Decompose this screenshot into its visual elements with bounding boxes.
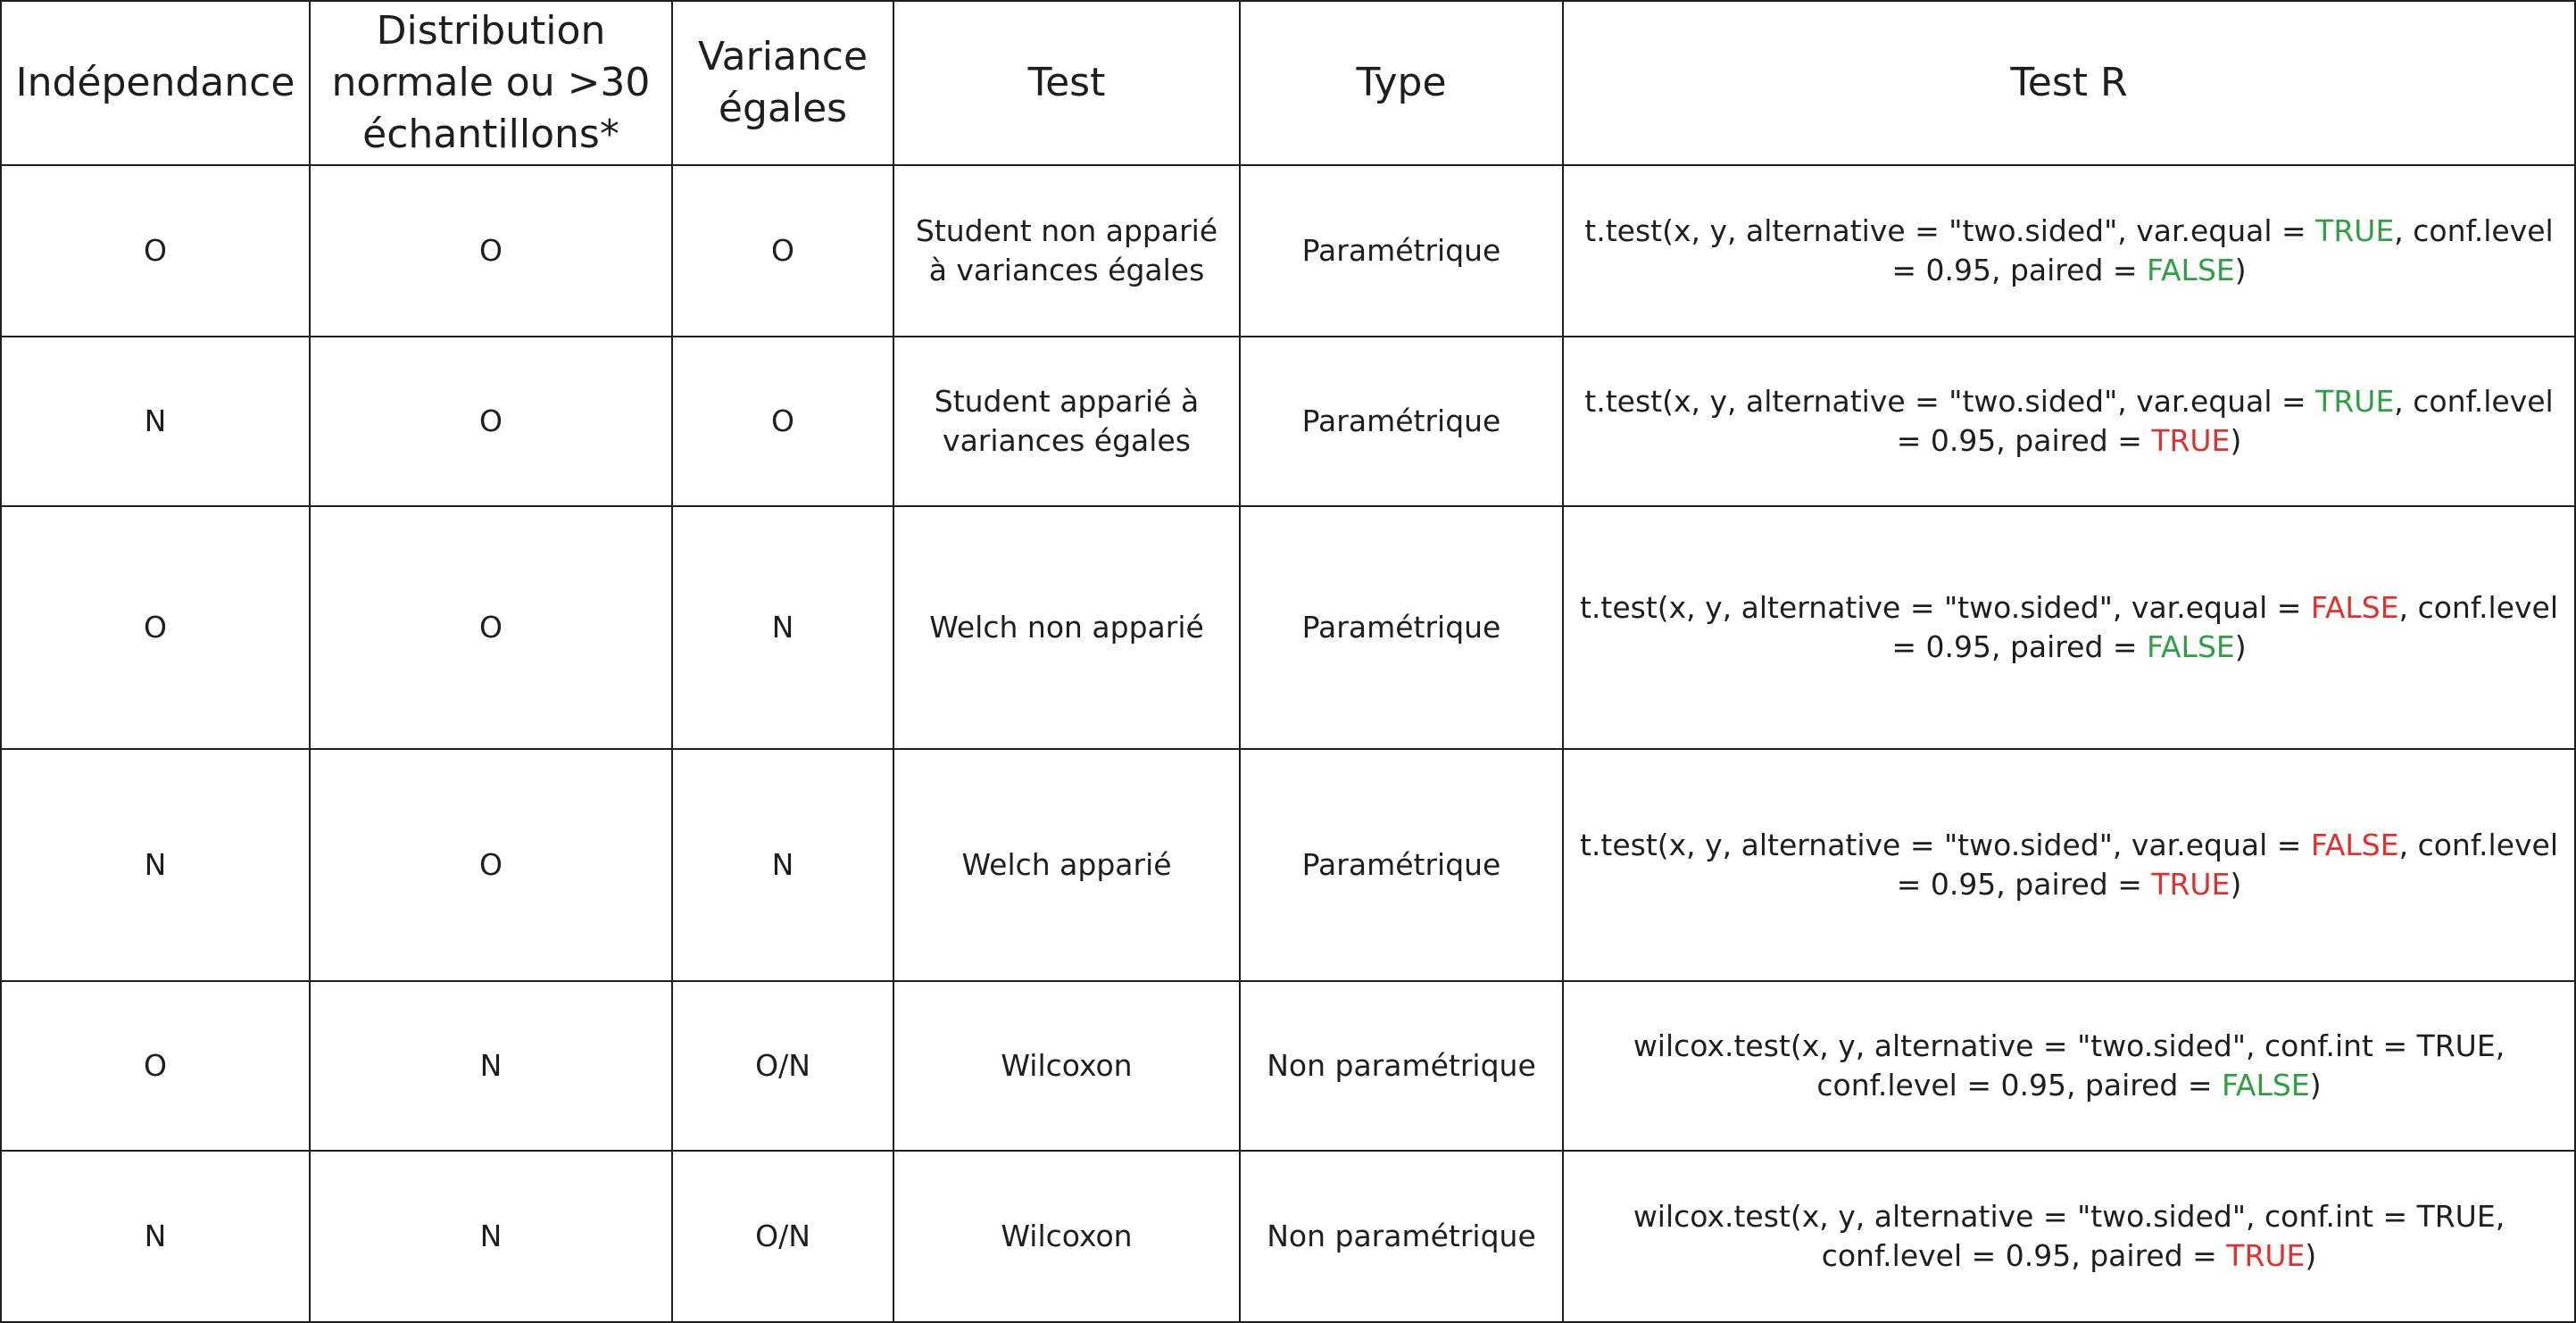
r-code-text [1575,588,2564,667]
header-test-r [1564,0,2576,166]
r-code-value-1: TRUE [2315,384,2395,419]
cell-value: N [144,1219,167,1253]
cell-variance [673,750,894,982]
cell-value: O [144,610,167,645]
cell-value: Student apparié à variances égales [934,384,1200,458]
r-code-value-1: FALSE [2310,590,2399,625]
header-variance [673,0,894,166]
cell-value: O [479,610,503,645]
r-code-value-2: TRUE [2151,867,2231,902]
r-code-value-2: FALSE [2147,629,2235,664]
r-code-pre: t.test(x, y, alternative = "two.sided", var.equal = [1584,213,2316,248]
r-code-value-2: TRUE [2226,1238,2306,1273]
cell-distribution [311,337,673,507]
cell-value: O/N [755,1048,810,1083]
cell-type [1241,1152,1564,1323]
cell-value: O/N [755,1219,810,1253]
r-code-text [1575,382,2564,461]
cell-distribution [311,507,673,750]
r-code-post: ) [2230,423,2242,458]
cell-value: O [479,233,503,268]
r-code-post: ) [2309,1068,2322,1102]
cell-value: N [479,1219,503,1253]
header-distribution [311,0,673,166]
header-test [894,0,1241,166]
header-label: Test R [2010,60,2128,105]
cell-value: Student non apparié à variances égales [915,213,1218,287]
r-code-post: ) [2230,867,2242,902]
r-code-value-2: FALSE [2221,1068,2310,1102]
cell-value: Paramétrique [1301,404,1501,438]
cell-value: Welch apparié [961,847,1172,882]
cell-distribution [311,1152,673,1323]
cell-distribution [311,750,673,982]
r-code-pre: t.test(x, y, alternative = "two.sided", var.equal = [1579,828,2311,862]
cell-type [1241,750,1564,982]
r-code-mid: , conf.level = 0.95, paired = [1896,828,2559,902]
cell-variance [673,507,894,750]
cell-test [894,982,1241,1152]
cell-type [1241,166,1564,337]
cell-value: N [479,1048,503,1083]
header-label: Type [1356,60,1447,105]
r-code-post: ) [2234,629,2247,664]
cell-value: O [479,847,503,882]
cell-value: Wilcoxon [1001,1219,1133,1253]
r-code-mid: , conf.level = 0.95, paired = [1891,213,2554,287]
cell-value: N [771,847,794,882]
cell-variance [673,982,894,1152]
r-code-pre: t.test(x, y, alternative = "two.sided", var.equal = [1584,384,2316,419]
cell-value: N [771,610,794,645]
cell-independance [0,166,311,337]
cell-test [894,507,1241,750]
cell-value: Welch non apparié [929,610,1204,645]
r-code-post: ) [2234,253,2247,287]
cell-r-code [1564,750,2576,982]
cell-test [894,337,1241,507]
cell-type [1241,982,1564,1152]
r-code-text [1575,1197,2564,1276]
r-code-mid: , conf.level = 0.95, paired = [1891,590,2559,664]
cell-distribution [311,982,673,1152]
r-code-text [1575,1027,2564,1105]
r-code-pre: t.test(x, y, alternative = "two.sided", var.equal = [1579,590,2311,625]
cell-value: Wilcoxon [1001,1048,1133,1083]
cell-independance [0,750,311,982]
cell-independance [0,1152,311,1323]
cell-value: Non paramétrique [1267,1048,1536,1083]
header-label: Indépendance [15,60,295,105]
r-code-value-2: TRUE [2151,423,2231,458]
cell-independance [0,507,311,750]
r-code-text [1575,212,2564,290]
cell-r-code [1564,337,2576,507]
header-type [1241,0,1564,166]
cell-value: Paramétrique [1301,847,1501,882]
cell-independance [0,337,311,507]
cell-r-code [1564,1152,2576,1323]
cell-value: Paramétrique [1301,233,1501,268]
r-code-value-1: TRUE [2315,213,2395,248]
cell-test [894,750,1241,982]
cell-test [894,166,1241,337]
cell-value: N [144,847,167,882]
r-code-pre: wilcox.test(x, y, alternative = "two.sided", conf.int = TRUE, conf.level = 0.95, paired = [1633,1028,2505,1102]
cell-value: O [771,404,794,438]
cell-distribution [311,166,673,337]
header-label: Variance égales [697,34,868,131]
cell-value: O [144,1048,167,1083]
cell-r-code [1564,166,2576,337]
header-label: Distribution normale ou >30 échantillons* [331,8,651,157]
cell-r-code [1564,507,2576,750]
cell-value: Non paramétrique [1267,1219,1536,1253]
cell-value: Paramétrique [1301,610,1501,645]
cell-variance [673,1152,894,1323]
r-code-value-2: FALSE [2147,253,2235,287]
header-label: Test [1027,60,1106,105]
cell-r-code [1564,982,2576,1152]
header-independance [0,0,311,166]
cell-variance [673,166,894,337]
r-code-mid: , conf.level = 0.95, paired = [1896,384,2554,458]
cell-value: O [771,233,794,268]
cell-value: N [144,404,167,438]
r-code-post: ) [2305,1238,2317,1273]
cell-independance [0,982,311,1152]
cell-type [1241,337,1564,507]
r-code-text [1575,826,2564,904]
cell-type [1241,507,1564,750]
r-code-pre: wilcox.test(x, y, alternative = "two.sided", conf.int = TRUE, conf.level = 0.95, paired = [1633,1199,2505,1273]
cell-value: O [479,404,503,438]
cell-variance [673,337,894,507]
cell-test [894,1152,1241,1323]
r-code-value-1: FALSE [2310,828,2399,862]
cell-value: O [144,233,167,268]
